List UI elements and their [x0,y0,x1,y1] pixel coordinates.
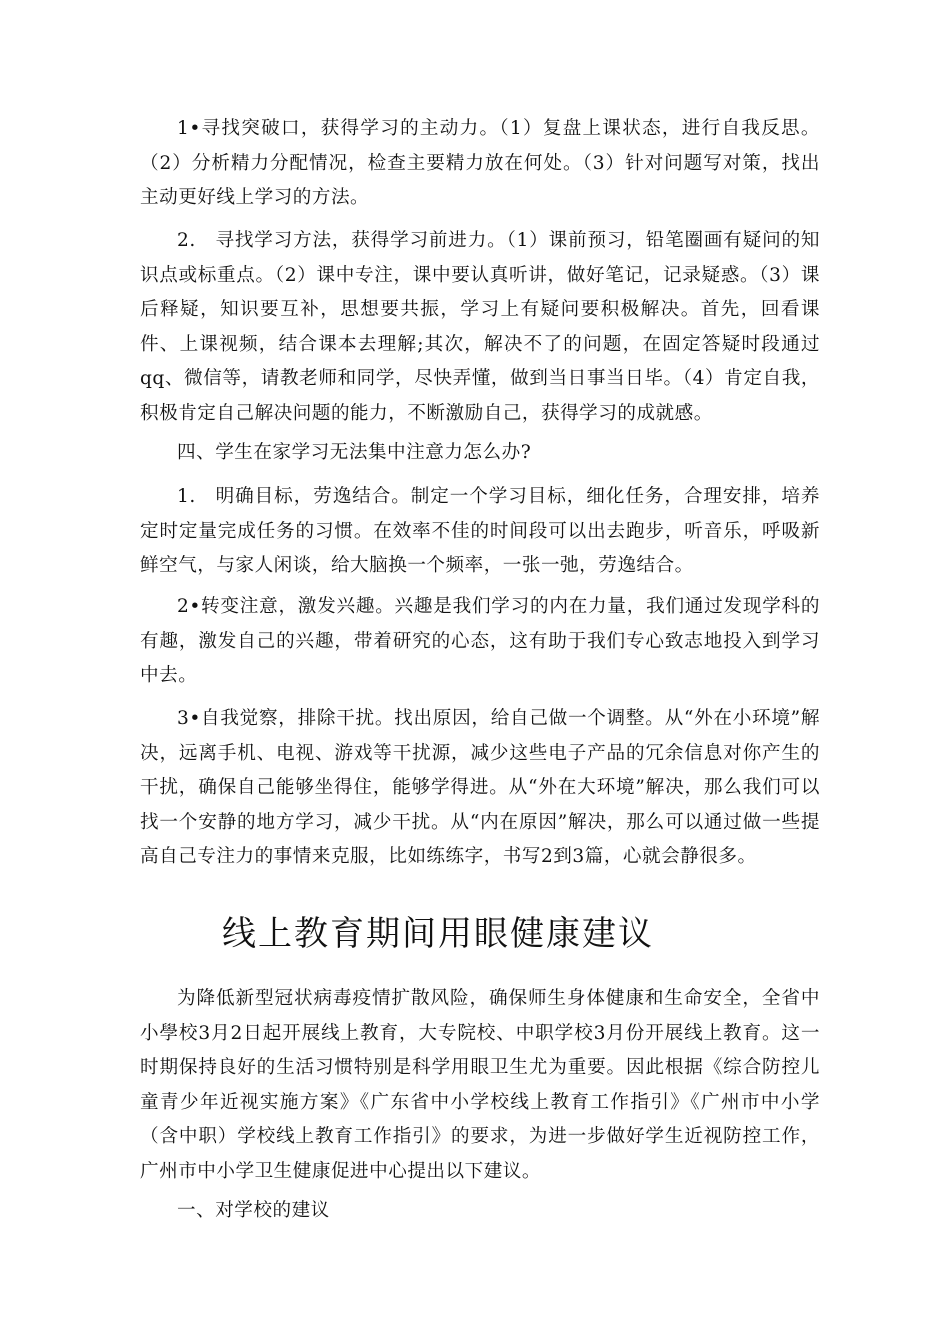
paragraph-spark-interest: 2•转变注意，激发兴趣。兴趣是我们学习的内在力量，我们通过发现学科的有趣，激发自己的兴趣，带着研究的心态，这有助于我们专心致志地投入到学习中去。 [140,596,820,686]
paragraph-clear-goals: 1. 明确目标，劳逸结合。制定一个学习目标，细化任务，合理安排，培养定时定量完成任务的习惯。在效率不佳的时间段可以出去跑步，听音乐，呼吸新鲜空气，与家人闲谈，给大脑换一个频率，一张一弛，劳逸结合。 [140,486,820,576]
section-heading-focus-question: 四、学生在家学习无法集中注意力怎么办? [177,442,532,463]
subheading-school-suggestions: 一、对学校的建议 [177,1200,330,1221]
paragraph-study-methods: 2. 寻找学习方法，获得学习前进力。（1）课前预习，铅笔圈画有疑问的知识点或标重点。（2）课中专注，课中要认真听讲，做好笔记，记录疑惑。（3）课后释疑，知识要互补，思想要共振，学习上有疑问要积极解决。首先，回看课件、上课视频，结合课本去理解;其次，解决不了的问题，在固定答疑时段通过qq、微信等，请教老师和同学，尽快弄懂，做到当日事当日毕。（4）肯定自我，积极肯定自己解决问题的能力，不断激励自己，获得学习的成就感。 [140,230,820,424]
paragraph-eye-health-intro: 为降低新型冠状病毒疫情扩散风险，确保师生身体健康和生命安全，全省中小學校3月2日起开展线上教育，大专院校、中职学校3月份开展线上教育。这一时期保持良好的生活习惯特别是科学用眼卫生尤为重要。因此根据《综合防控儿童青少年近视实施方案》《广东省中小学校线上教育工作指引》《广州市中小学（含中职）学校线上教育工作指引》的要求，为进一步做好学生近视防控工作，广州市中小学卫生健康促进中心提出以下建议。 [140,988,820,1182]
paragraph-breakthrough: 1•寻找突破口，获得学习的主动力。（1）复盘上课状态，进行自我反思。（2）分析精力分配情况，检查主要精力放在何处。（3）针对问题写对策，找出主动更好线上学习的方法。 [140,118,820,208]
paragraph-self-awareness: 3•自我觉察，排除干扰。找出原因，给自己做一个调整。从“外在小环境”解决，远离手机、电视、游戏等干扰源，减少这些电子产品的冗余信息对你产生的干扰，确保自己能够坐得住，能够学得进。从“外在大环境”解决，那么我们可以找一个安静的地方学习，减少干扰。从“内在原因”解决，那么可以通过做一些提高自己专注力的事情来克服，比如练练字，书写2到3篇，心就会静很多。 [140,708,820,867]
section-title: 线上教育期间用眼健康建议 [222,914,654,954]
